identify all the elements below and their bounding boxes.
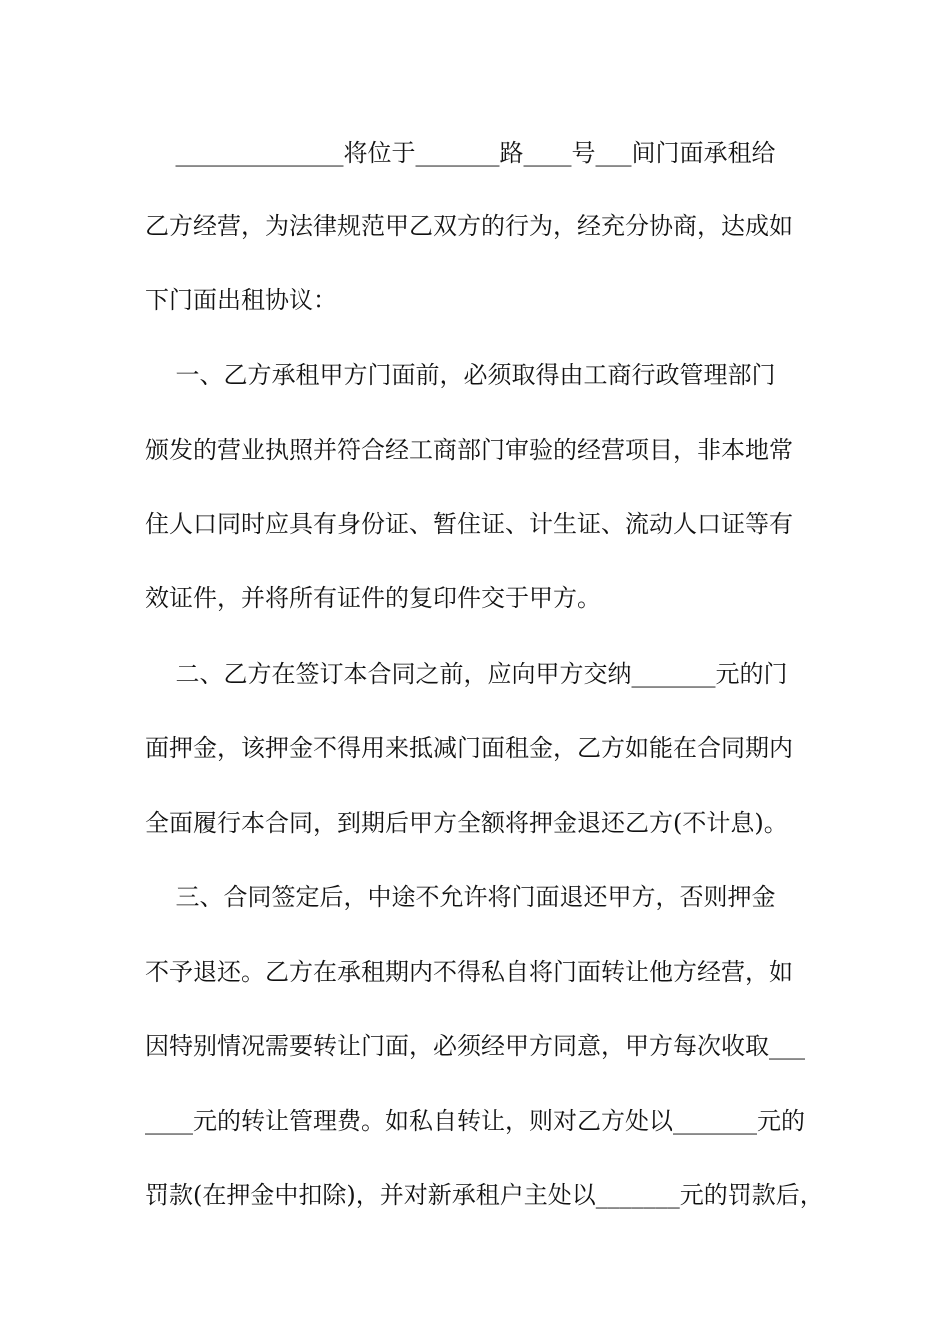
text-line-11: 三、合同签定后，中途不允许将门面退还甲方，否则押金 [145, 883, 776, 911]
text-line-8: 二、乙方在签订本合同之前，应向甲方交纳_______元的门 [145, 660, 788, 688]
text-line-9: 面押金，该押金不得用来抵减门面租金，乙方如能在合同期内 [145, 734, 793, 762]
text-line-6: 住人口同时应具有身份证、暂住证、计生证、流动人口证等有 [145, 510, 793, 538]
text-line-5: 颁发的营业执照并符合经工商部门审验的经营项目，非本地常 [145, 436, 793, 464]
text-line-15: 罚款(在押金中扣除)，并对新承租户主处以_______元的罚款后， [145, 1181, 824, 1209]
text-line-3: 下门面出租协议： [145, 286, 337, 314]
text-line-1: ______________将位于_______路____号___间门面承租给 [145, 139, 776, 167]
text-line-12: 不予退还。乙方在承租期内不得私自将门面转让他方经营，如 [145, 958, 793, 986]
text-line-10: 全面履行本合同，到期后甲方全额将押金退还乙方(不计息)。 [145, 809, 788, 837]
text-line-4: 一、乙方承租甲方门面前，必须取得由工商行政管理部门 [145, 361, 776, 389]
text-line-13: 因特别情况需要转让门面，必须经甲方同意，甲方每次收取___ [145, 1032, 805, 1060]
text-line-14: ____元的转让管理费。如私自转让，则对乙方处以_______元的 [145, 1107, 805, 1135]
text-line-2: 乙方经营，为法律规范甲乙双方的行为，经充分协商，达成如 [145, 212, 793, 240]
text-line-7: 效证件，并将所有证件的复印件交于甲方。 [145, 584, 601, 612]
